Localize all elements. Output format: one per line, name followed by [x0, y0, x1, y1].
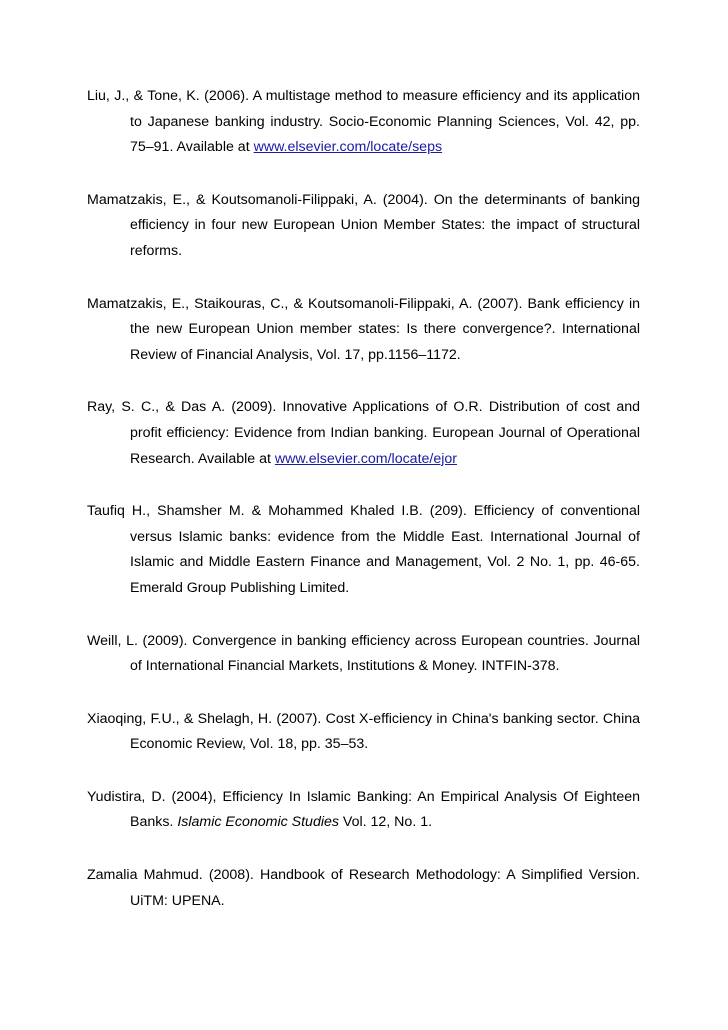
reference-weill: Weill, L. (2009). Convergence in banking efficiency across European countries. Journal of International Financial Markets, Institutions & Money. INTFIN-378.	[87, 632, 640, 675]
reference-liu-tone	[87, 84, 640, 161]
reference-mamatzakis-2004: Mamatzakis, E., & Koutsomanoli-Filippaki, A. (2004). On the determinants of banking efficiency in four new European Union Member States: the impact of structural reforms.	[87, 191, 640, 259]
elsevier-seps-link[interactable]: www.elsevier.com/locate/seps	[253, 139, 443, 156]
reference-xiaoqing: Xiaoqing, F.U., & Shelagh, H. (2007). Cost X-efficiency in China's banking sector. China Economic Review, Vol. 18, pp. 35–53.	[87, 710, 640, 753]
reference-yudistira	[87, 785, 640, 836]
journal-title-italic: Islamic Economic Studies	[177, 814, 339, 831]
elsevier-ejor-link[interactable]: www.elsevier.com/locate/ejor	[274, 450, 458, 467]
reference-text-tail: Vol. 12, No. 1.	[338, 814, 433, 831]
reference-list	[87, 84, 640, 941]
reference-zamalia: Zamalia Mahmud. (2008). Handbook of Research Methodology: A Simplified Version. UiTM: UPENA.	[87, 867, 640, 909]
reference-mamatzakis-2007: Mamatzakis, E., Staikouras, C., & Koutsomanoli-Filippaki, A. (2007). Bank efficiency in the new European Union member states: Is there convergence?. International Review of Financial Analysis, Vol. 17, pp.1156–1172.	[87, 295, 640, 363]
reference-text: Yudistira, D. (2004), Efficiency In Islamic Banking: An Empirical Analysis Of Eighteen Banks.	[87, 788, 640, 831]
reference-text: Liu, J., & Tone, K. (2006). A multistage method to measure efficiency and its application to Japanese banking industry. Socio-Economic Planning Sciences, Vol. 42, pp. 75–91. Available at	[87, 88, 640, 156]
reference-ray-das	[87, 395, 640, 472]
reference-taufiq: Taufiq H., Shamsher M. & Mohammed Khaled I.B. (209). Efficiency of conventional versus Islamic banks: evidence from the Middle East. International Journal of Islamic and Middle Eastern Finance and Management, Vol. 2 No. 1, pp. 46-65. Emerald Group Publishing Limited.	[87, 503, 640, 596]
reference-text: Ray, S. C., & Das A. (2009). Innovative Applications of O.R. Distribution of cost and profit efficiency: Evidence from Indian banking. European Journal of Operational Research. Available at	[87, 399, 640, 467]
